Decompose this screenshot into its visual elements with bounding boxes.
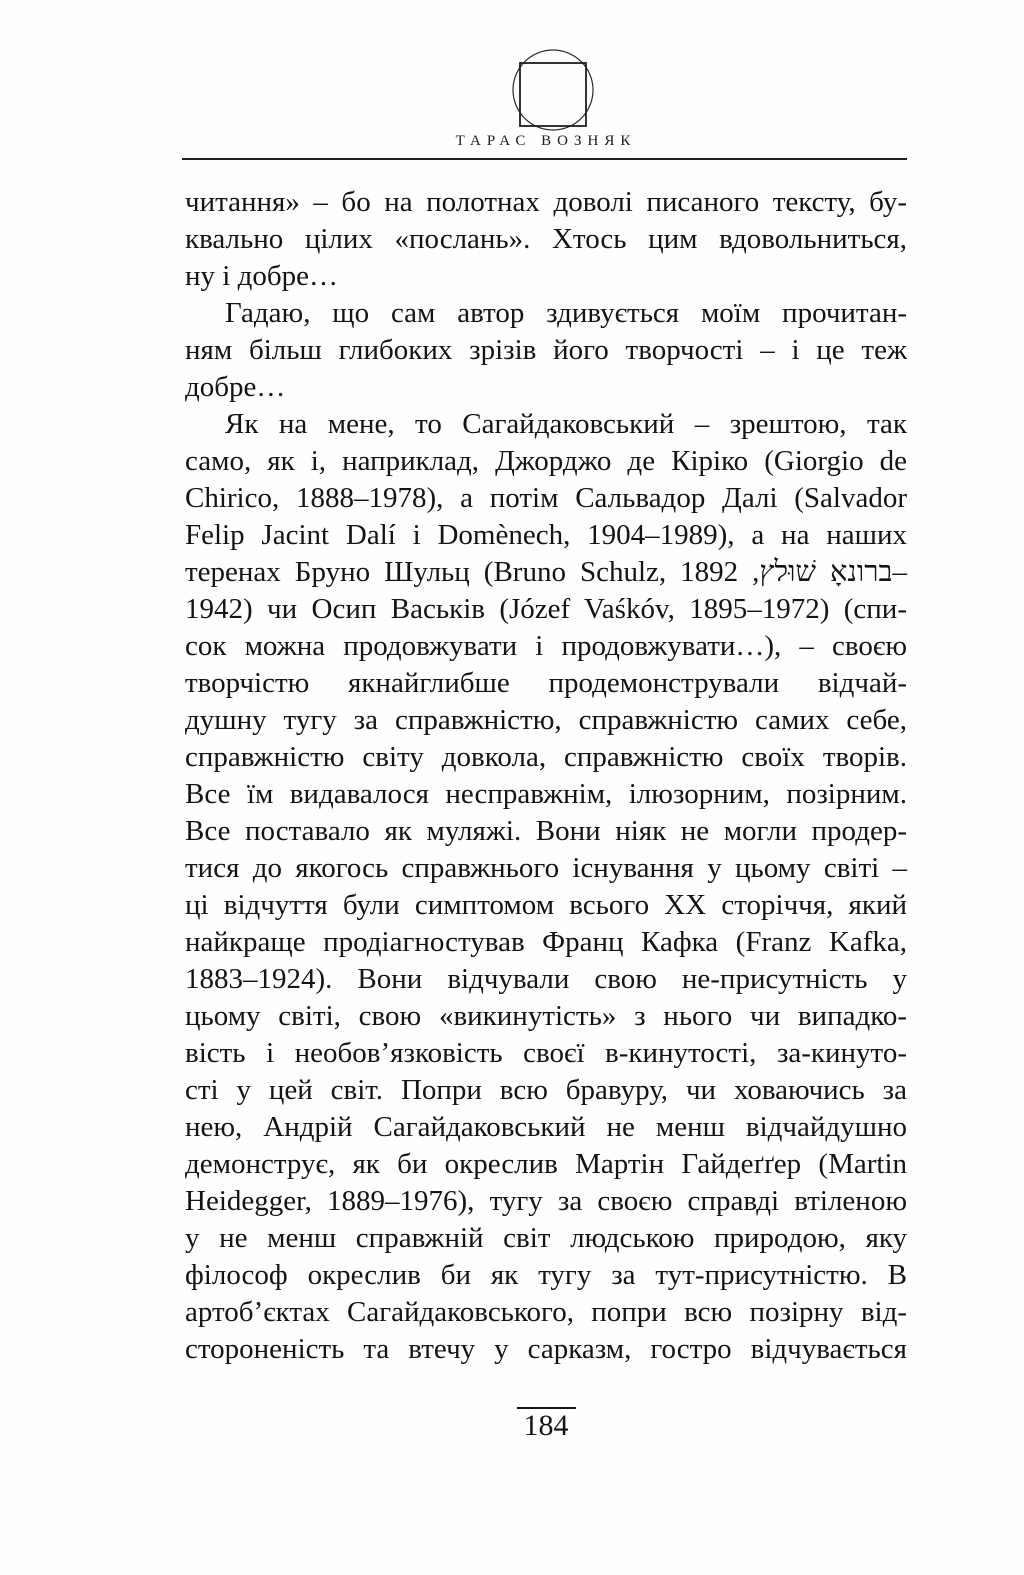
text-line: Felip Jacint Dalí i Domènech, 1904–1989), а на наших — [185, 519, 907, 551]
text-line: ну і добре… — [185, 260, 338, 292]
header-rule — [182, 158, 907, 160]
running-head-author: ТАРАС ВОЗНЯК — [455, 133, 637, 149]
text-line: душну тугу за справжністю, справжністю самих себе, — [185, 704, 907, 736]
text-line: у не менш справжній світ людською природою, яку — [185, 1222, 907, 1254]
text-line: 1942) чи Осип Васьків (Józef Vaśkóv, 1895–1972) (спи- — [185, 593, 907, 625]
text-line: читання» – бо на полотнах доволі писаного тексту, бу- — [185, 186, 907, 218]
text-line: 1883–1924). Вони відчували свою не-присутність у — [185, 963, 907, 995]
text-line: справжністю світу довкола, справжністю своїх творів. — [185, 741, 907, 773]
text-line: ням більш глибоких зрізів його творчості – і це теж — [185, 334, 907, 366]
text-line: квально цілих «послань». Хтось цим вдовольниться, — [185, 223, 907, 255]
text-line: вість і необов’язковість своєї в-кинутості, за-кинуто- — [185, 1037, 907, 1069]
text-line: цьому світі, свою «викинутість» з нього чи випадко- — [185, 1000, 907, 1032]
text-line: ці відчуття були симптомом всього ХХ сторіччя, який — [185, 889, 907, 921]
text-line: стороненість та втечу у сарказм, гостро відчувається — [185, 1333, 907, 1365]
text-line: сті у цей світ. Попри всю бравуру, чи ховаючись за — [185, 1074, 907, 1106]
text-line: Гадаю, що сам автор здивується моїм прочитан- — [225, 297, 907, 329]
text-line: само, як і, наприклад, Джорджо де Кіріко (Giorgio de — [185, 445, 907, 477]
text-line: артоб’єктах Сагайдаковського, попри всю позірну від- — [185, 1296, 907, 1328]
text-line: Chirico, 1888–1978), а потім Сальвадор Далі (Salvador — [185, 482, 907, 514]
text-line: творчістю якнайглибше продемонстрували відчай- — [185, 667, 907, 699]
page-number: 184 — [517, 1407, 576, 1442]
body-text — [185, 184, 907, 1368]
square-in-circle-logo-icon — [505, 42, 601, 138]
text-line: Все їм видавалося несправжнім, ілюзорним, позірним. — [185, 778, 907, 810]
text-line: демонструє, як би окреслив Мартін Гайдеґґер (Martin — [185, 1148, 907, 1180]
text-line: Все поставало як муляжі. Вони ніяк не могли продер- — [185, 815, 907, 847]
text-line: філософ окреслив би як тугу за тут-присутністю. В — [185, 1259, 907, 1291]
page-footer — [185, 1407, 907, 1442]
text-line: Heidegger, 1889–1976), тугу за своєю справді втіленою — [185, 1185, 907, 1217]
text-line: теренах Бруно Шульц (Bruno Schulz, ברונאָ שׁוּלץ, 1892– — [185, 556, 907, 588]
text-line: Як на мене, то Сагайдаковський – зрештою, так — [225, 408, 907, 440]
text-line: нею, Андрій Сагайдаковський не менш відчайдушно — [185, 1111, 907, 1143]
text-line: тися до якогось справжнього існування у цьому світі – — [185, 852, 907, 884]
text-line: найкраще продіагностував Франц Кафка (Franz Kafka, — [185, 926, 907, 958]
text-line: добре… — [185, 371, 286, 403]
text-line: сок можна продовжувати і продовжувати…), – своєю — [185, 630, 907, 662]
